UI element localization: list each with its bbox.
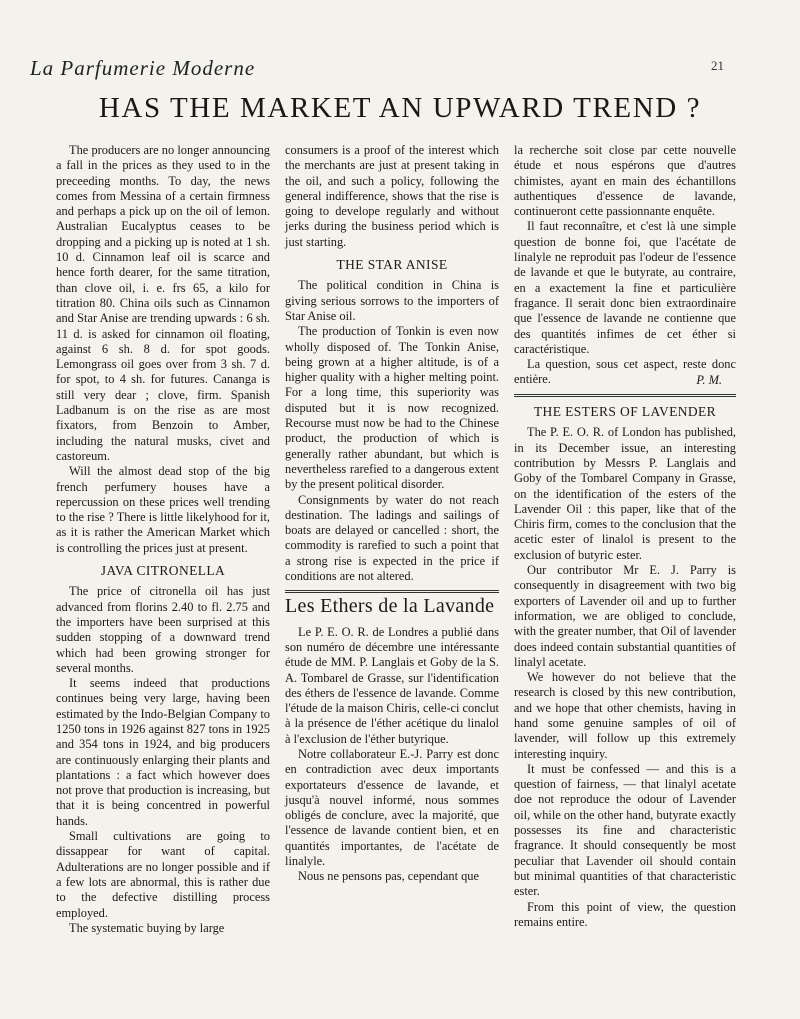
paragraph: Small cultivations are going to dissappear for want of capital. Adulterations are no longer possible and if a few lots are abnormal, this is rather due to the defective distilling process employed.	[56, 829, 270, 920]
section-divider	[514, 394, 736, 397]
author-signature: P. M.	[696, 372, 722, 387]
section-divider	[285, 590, 499, 593]
paragraph: It must be confessed — and this is a question of fairness, — that linalyl acetate doe not reproduce the odour of Lavender oil, while on the other hand, butyrate exactly possesses its fine and characteristic fragrance. It should consequently be most peculiar that Lavender oil should contain but minimal quantities of that characteristic ester.	[514, 761, 736, 899]
section-heading-star-anise: THE STAR ANISE	[336, 257, 448, 273]
column-3	[514, 143, 736, 930]
paragraph: la recherche soit close par cette nouvelle étude et nous espérons que d'autres chimistes, ayant en main des échantillons authentiques d'essence de lavande, continueront cette passionnante enquête.	[514, 143, 736, 219]
section-heading-java-citronella: JAVA CITRONELLA	[100, 563, 226, 579]
paragraph: The production of Tonkin is even now wholly disposed of. The Tonkin Anise, being grown at a higher altitude, is of a higher quality with a higher melting point. For a long time, this superiority was disputed but it is now recognized. Recourse must now be had to the Chinese product, the production of which is generally rather abundant, but which is nevertheless rarefied to a dangerous extent by the present political disorder.	[285, 324, 499, 492]
paragraph: It seems indeed that productions continues being very large, having been estimated by the Indo-Belgian Company to 1250 tons in 1926 against 827 tons in 1925 and 354 tons in 1924, and big producers are continuously enlarging their plants and plantations : a fact which however does not prove that production is increasing, but that it is being concentred in powerful hands.	[56, 676, 270, 828]
paragraph: Notre collaborateur E.-J. Parry est donc en contradiction avec deux importants exportateurs d'essence de lavande, et jusqu'à nouvel informé, nous sommes obligés de conclure, avec la majorité, que l'essence de lavande contient bien, et en quantités importantes, de l'acétate de linalyle.	[285, 746, 499, 869]
paragraph: The producers are no longer announcing a fall in the prices as they used to in the preceeding months. To day, the news comes from Messina of a certain firmness and perhaps a pick up on the oil of lemon. Australian Eucalyptus ceases to be dropping and a picking up is noted at 1 sh. 10 d. Cinnamon leaf oil is scarce and hence forth dearer, for the same titration, than clove oil, i. e. frs 65, a kilo for titration 80. China oils such as Cinnamon and Star Anise are trending upwards : 6 sh. 11 d. is asked for cinnamon oil floating, against 6 sh. 8 d. for spot goods. Lemongrass oil goes over from 3 sh. 7 d. for spot, to 4 sh. for futures. Cananga is still very dear ; clove, firm. Spanish Ladbanum is on the rise as are most fixators, from Benzoin to Amber, including the natural musks, civet and castoreum.	[56, 143, 270, 463]
column-2	[285, 143, 499, 885]
paragraph: La question, sous cet aspect, reste donc entière.	[514, 357, 736, 387]
paragraph: Il faut reconnaître, et c'est là une simple question de bonne foi, que l'acétate de linalyle ne reproduit pas l'odeur de l'essence de lavande et que le butyrate, au contraire, en a exactement la fine et particulière fragance. Il serait donc bien extraordinaire que l'essence de lavande ne contienne que des quantités infimes de cet éther si caractéristique.	[514, 219, 736, 356]
paragraph: Consignments by water do not reach destination. The ladings and sailings of boats are delayed or cancelled : short, the commodity is rarefied to such a point that a strong rise is expected in the price if conditions are not altered.	[285, 492, 499, 584]
paragraph: The systematic buying by large	[69, 920, 225, 935]
paragraph: We however do not believe that the research is closed by this new contribution, and we hope that other chemists, having in hand some genuine samples of oil of lavender, will follow up this extremely interesting inquiry.	[514, 670, 736, 761]
column-1	[56, 143, 270, 936]
section-heading-esters-lavender: THE ESTERS OF LAVENDER	[533, 404, 717, 420]
paragraph: The political condition in China is giving serious sorrows to the importers of Star Anise oil.	[285, 278, 499, 323]
article-title: HAS THE MARKET AN UPWARD TREND ?	[98, 92, 702, 124]
paragraph: Our contributor Mr E. J. Parry is consequently in disagreement with two big exporters of Lavender oil and up to further information, we are obliged to conclude, with the greater number, that Oil of lavender does indeed contain substantial quantities of linalyl acetate.	[514, 563, 736, 669]
paragraph: The price of citronella oil has just advanced from florins 2.40 to fl. 2.75 and the importers have been surprised at this sudden stopping of a downward trend which had been growing stronger for several months.	[56, 584, 270, 675]
paragraph: From this point of view, the question remains entire.	[514, 899, 736, 929]
paragraph: Nous ne pensons pas, cependant que	[298, 869, 479, 884]
page-number: 21	[711, 58, 724, 73]
paragraph: The P. E. O. R. of London has published, in its December issue, an interesting contribution by Messrs P. Langlais and Goby of the Tombarel Company in Grasse, on the identification of the esters of the Lavender Oil : this paper, like that of the Chiris firm, comes to the conclusion that the acetic ester of linalol is present to the exclusion of butyric ester.	[514, 425, 736, 562]
paragraph: Will the almost dead stop of the big french perfumery houses have a repercussion on these prices well trending to the rise ? There is little likelyhood for it, as it is rather the American Market which is controlling the prices just at present.	[56, 464, 270, 555]
paragraph: consumers is a proof of the interest which the merchants are just at present taking in the oil, and such a policy, following the general indifference, shows that the rise is going to develope regularly and without jerks during the business period which is just starting.	[285, 143, 499, 249]
section-heading-ethers-lavande: Les Ethers de la Lavande	[285, 595, 495, 618]
masthead: La Parfumerie Moderne	[30, 56, 256, 80]
paragraph: Le P. E. O. R. de Londres a publié dans son numéro de décembre une intéressante étude de MM. P. Langlais et Goby de la S. A. Tombarel de Grasse, sur l'identification des éthers de l'essence de lavande. Comme l'étude de la maison Chiris, celle-ci conclut à la présence de l'éther acétique du linalol à l'exclusion de l'éther butyrique.	[285, 624, 499, 746]
